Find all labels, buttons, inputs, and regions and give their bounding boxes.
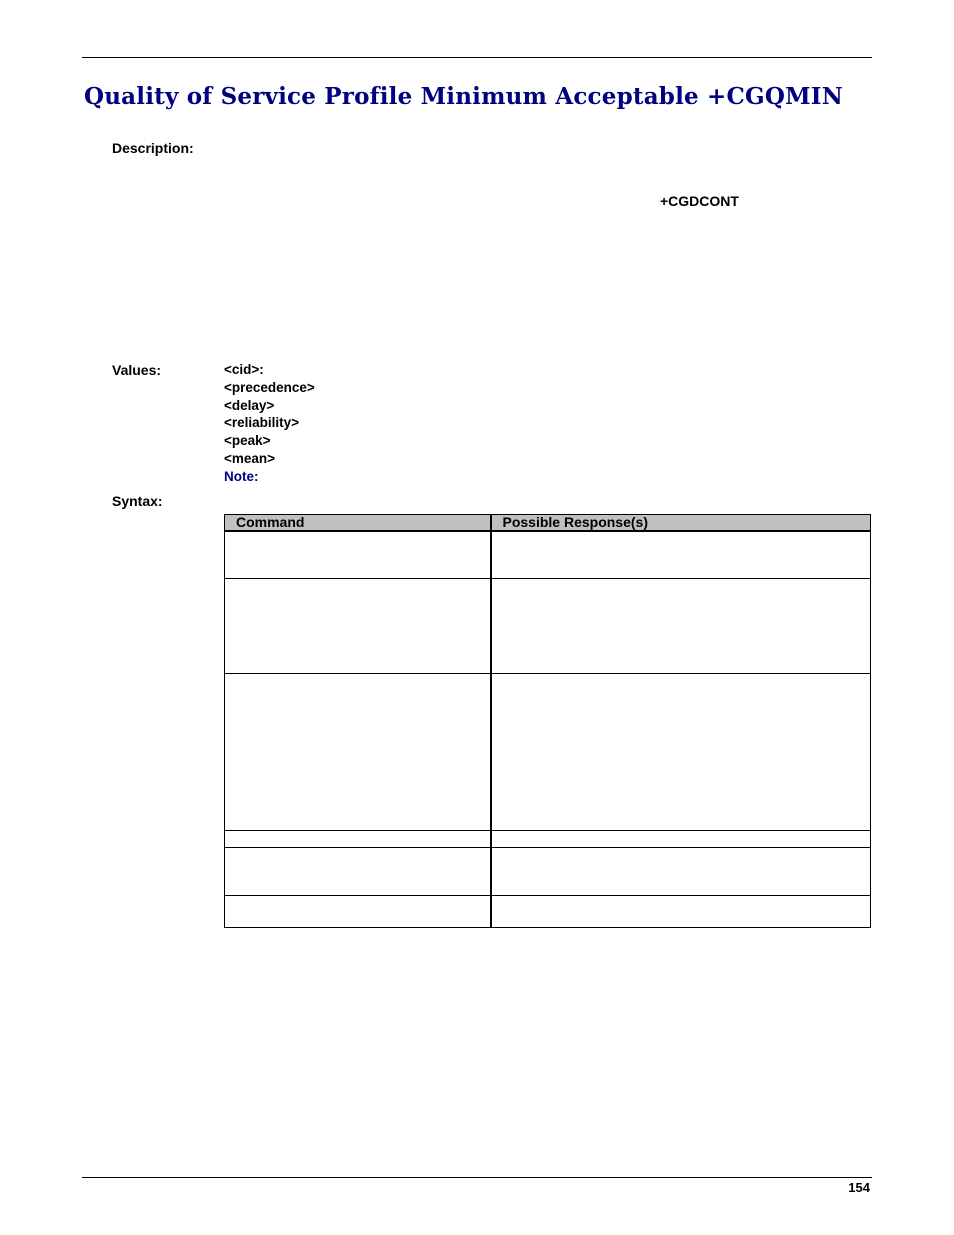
column-header-response: Possible Response(s) (491, 515, 871, 532)
values-list (224, 361, 315, 486)
page-number: 154 (848, 1180, 870, 1195)
syntax-table (224, 514, 871, 928)
table-cell (491, 531, 871, 578)
note-label: Note: (224, 468, 259, 484)
table-row (225, 531, 871, 578)
value-peak: <peak> (224, 433, 271, 449)
table-cell (491, 673, 871, 830)
cgdcont-reference: +CGDCONT (660, 193, 739, 209)
table-cell (491, 578, 871, 673)
value-precedence: <precedence> (224, 379, 315, 395)
page-title: Quality of Service Profile Minimum Acceptable +CGQMIN (84, 83, 843, 110)
table-row (225, 895, 871, 927)
values-label: Values: (112, 362, 162, 378)
table-cell (491, 847, 871, 895)
table-row (225, 830, 871, 847)
table-cell (225, 847, 491, 895)
table-row (225, 578, 871, 673)
column-header-command: Command (225, 515, 491, 532)
table-row (225, 673, 871, 830)
value-delay: <delay> (224, 397, 275, 413)
table-cell (225, 531, 491, 578)
table-cell (225, 578, 491, 673)
table-cell (225, 673, 491, 830)
table-row (225, 847, 871, 895)
header-rule (82, 57, 872, 58)
value-reliability: <reliability> (224, 415, 300, 431)
table-cell (225, 830, 491, 847)
table-cell (225, 895, 491, 927)
value-mean: <mean> (224, 450, 276, 466)
table-cell (491, 895, 871, 927)
table-cell (491, 830, 871, 847)
description-label: Description: (112, 140, 194, 156)
table-header-row (225, 515, 871, 532)
footer-rule (82, 1177, 872, 1178)
syntax-label: Syntax: (112, 493, 163, 509)
value-cid: <cid>: (224, 362, 264, 377)
